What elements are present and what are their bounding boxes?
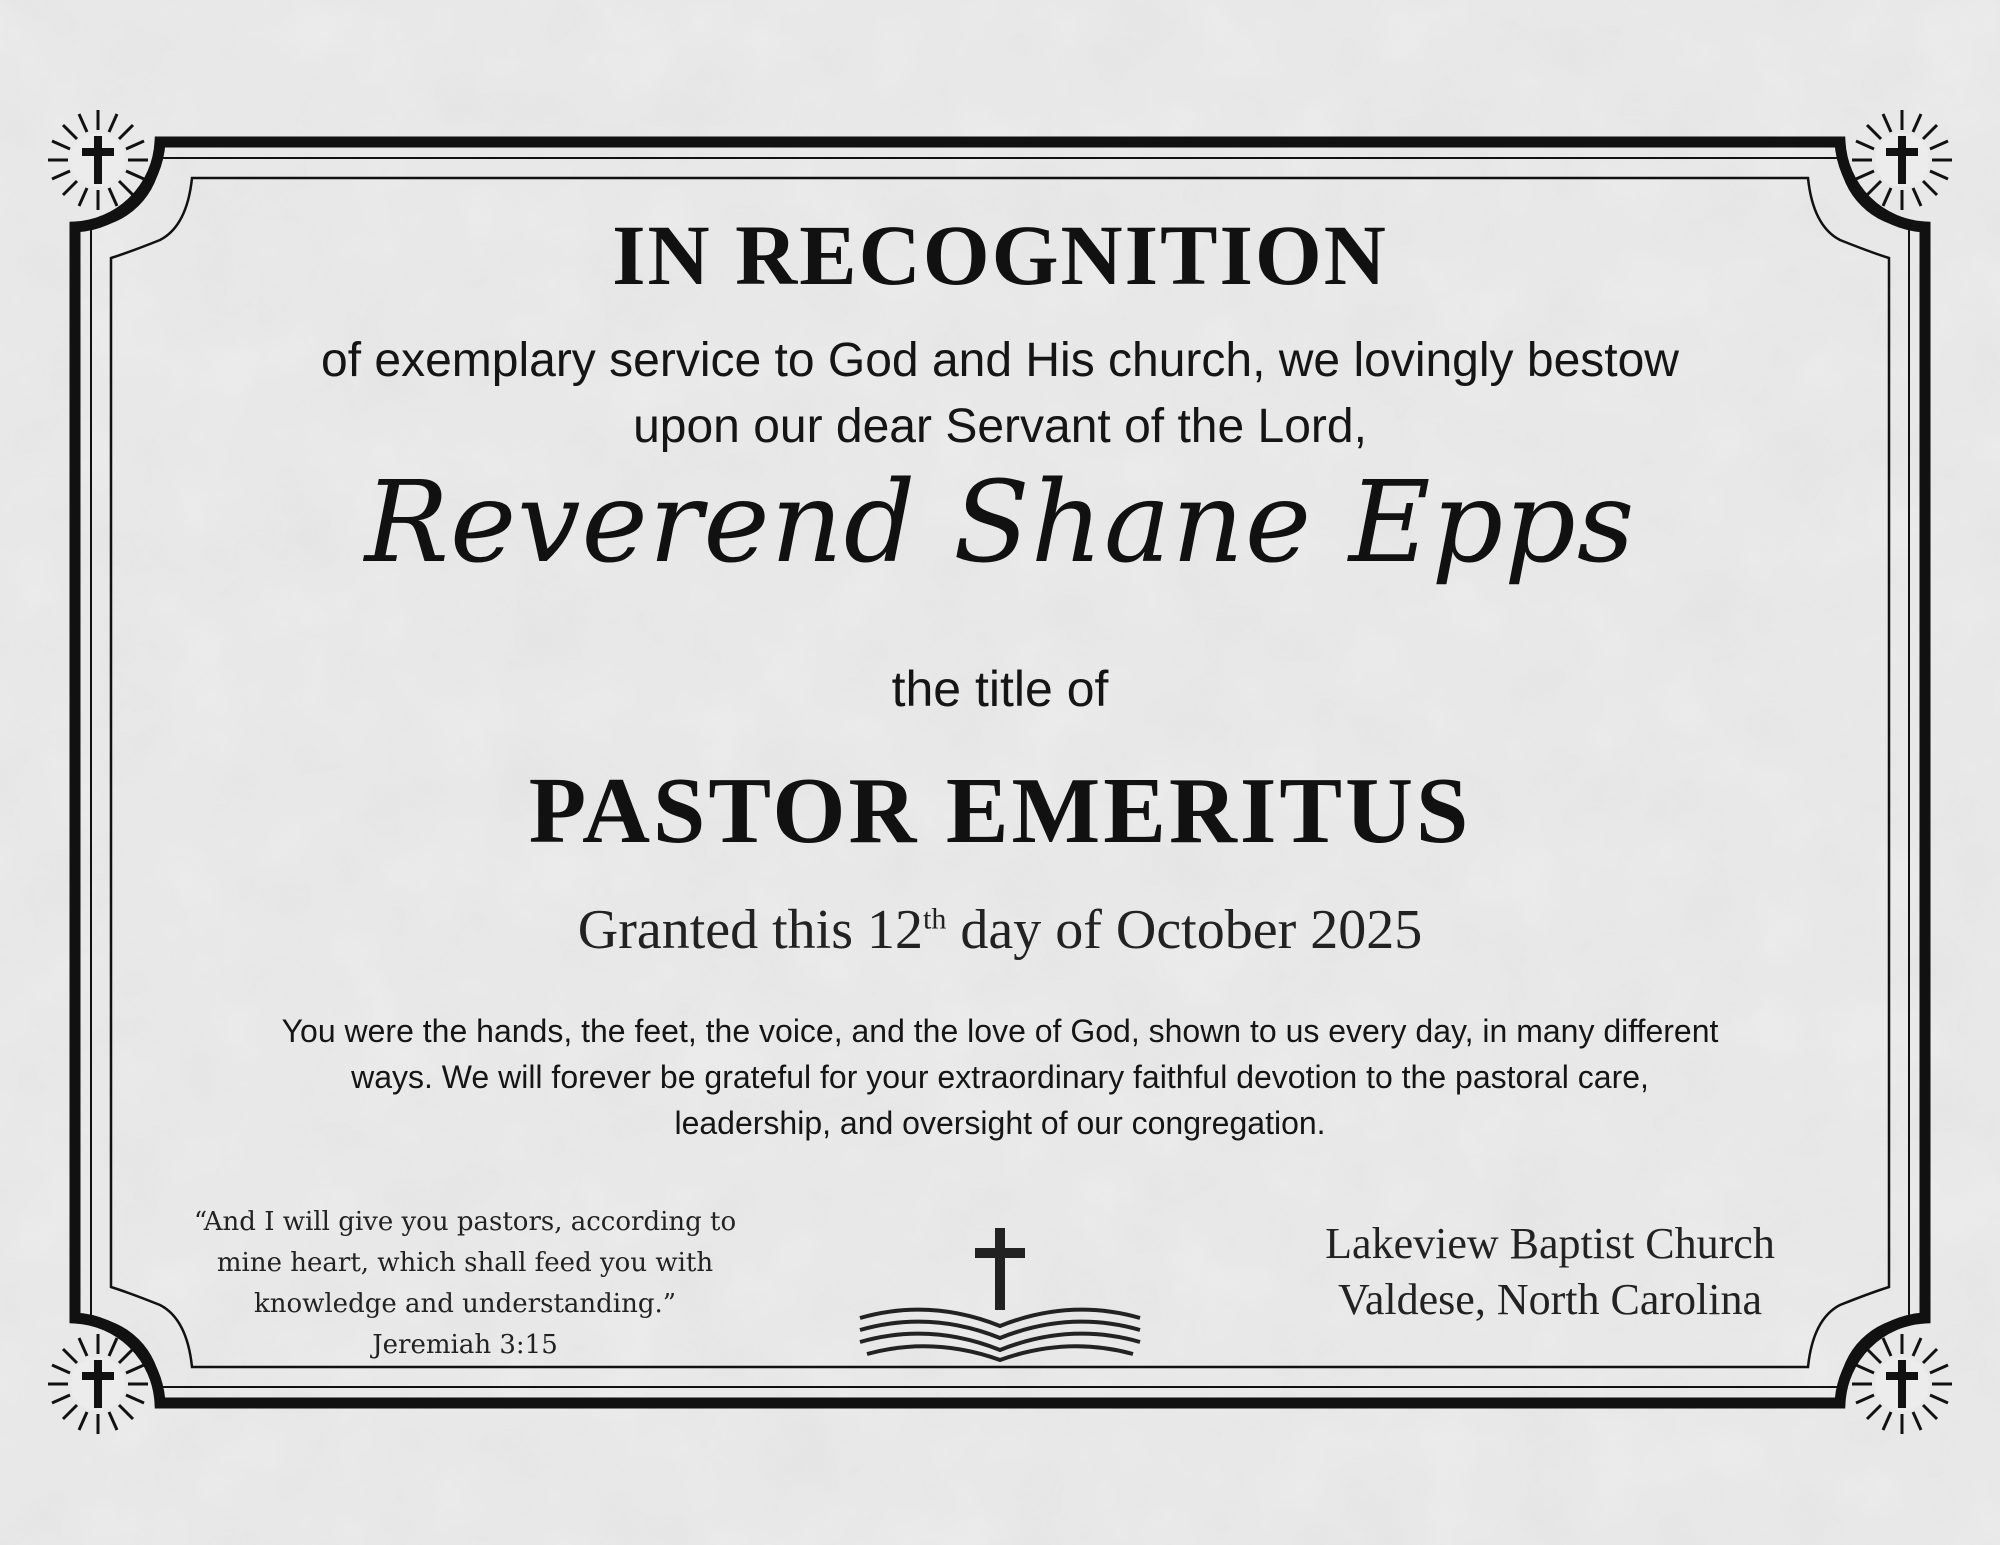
cross-open-bible-icon — [855, 1222, 1145, 1372]
granted-date — [0, 898, 2000, 962]
church-info — [1260, 1216, 1840, 1328]
cross-sunburst-icon — [46, 108, 150, 212]
granted-prefix: Granted this 12 — [577, 899, 924, 961]
church-name: Lakeview Baptist Church — [1325, 1219, 1775, 1268]
scripture-line: knowledge and understanding.” — [253, 1289, 677, 1319]
scripture-line: mine heart, which shall feed you with — [216, 1248, 714, 1278]
dedication-line: leadership, and oversight of our congregation. — [674, 1105, 1326, 1141]
church-location: Valdese, North Carolina — [1338, 1275, 1762, 1324]
dedication-line: You were the hands, the feet, the voice, and the love of God, shown to us every day, in many different — [281, 1013, 1719, 1049]
title-of-text: the title of — [891, 661, 1109, 717]
certificate-heading: IN RECOGNITION — [612, 207, 1388, 303]
scripture-line: “And I will give you pastors, according to — [193, 1207, 737, 1237]
intro-line: upon our dear Servant of the Lord, — [633, 400, 1367, 453]
scripture-quote — [170, 1202, 760, 1366]
intro-line: of exemplary service to God and His church, we lovingly bestow — [321, 334, 1679, 387]
intro-text — [0, 328, 2000, 460]
honoree-name: Reverend Shane Epps — [364, 458, 1636, 588]
cross-sunburst-icon — [1850, 1332, 1954, 1436]
scripture-reference: Jeremiah 3:15 — [372, 1330, 558, 1360]
honor-title: PASTOR EMERITUS — [528, 759, 1472, 863]
dedication-line: ways. We will forever be grateful for your extraordinary faithful devotion to the pastoral care, — [351, 1059, 1649, 1095]
dedication-text — [160, 1008, 1840, 1146]
granted-suffix: day of October 2025 — [946, 899, 1423, 961]
cross-sunburst-icon — [46, 1332, 150, 1436]
cross-sunburst-icon — [1850, 108, 1954, 212]
granted-ordinal: th — [923, 902, 947, 936]
